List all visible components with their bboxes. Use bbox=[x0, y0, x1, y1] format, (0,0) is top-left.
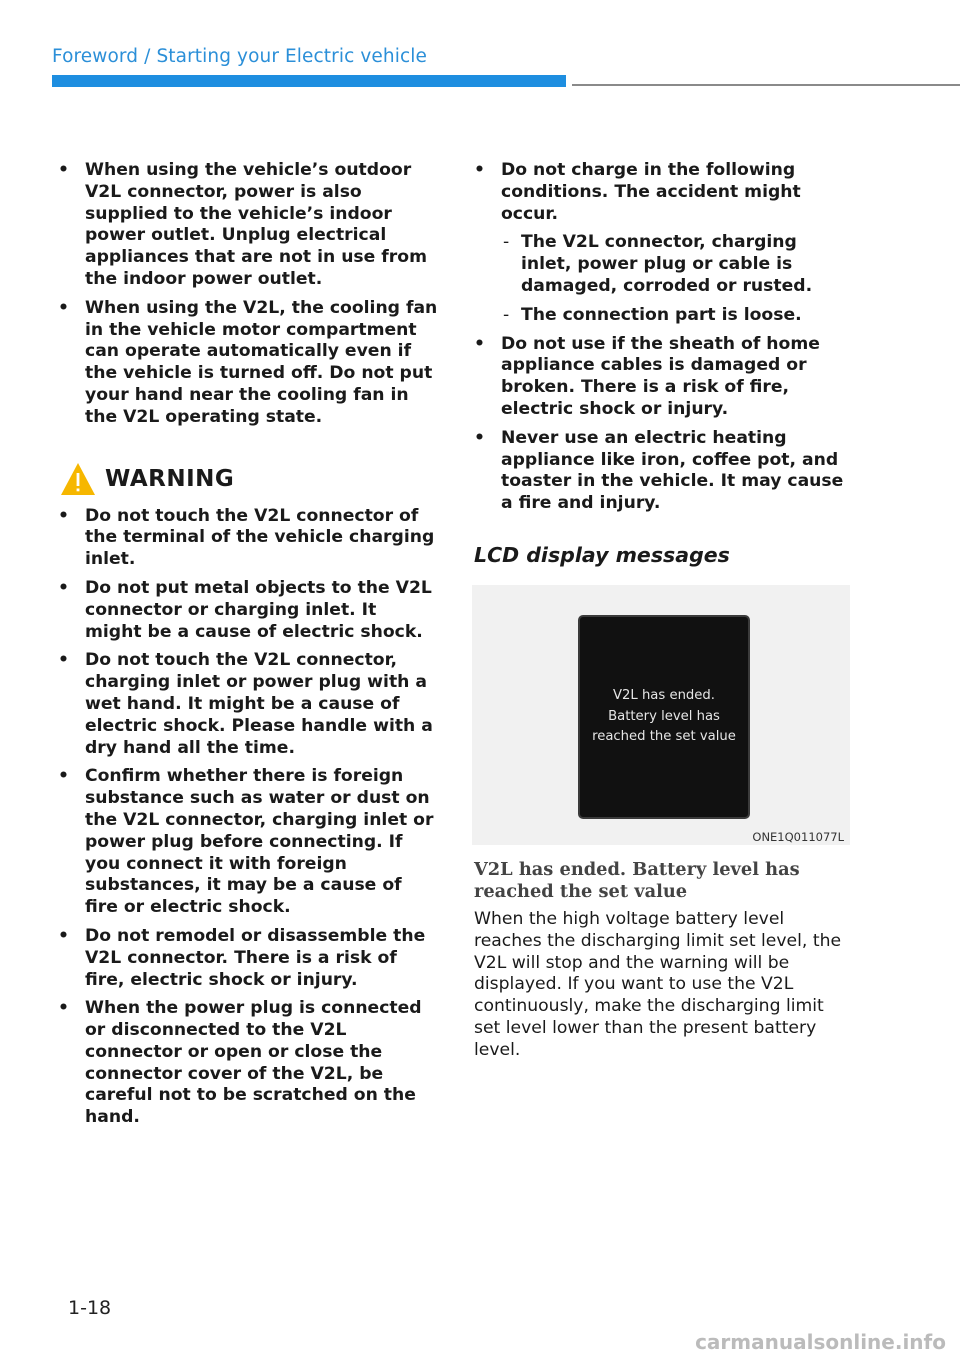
warning-list bbox=[56, 506, 438, 1130]
lcd-line: reached the set value bbox=[592, 729, 736, 745]
sub-list-item: - The connection part is loose. bbox=[501, 305, 852, 327]
header-divider bbox=[572, 84, 960, 86]
lcd-line: V2L has ended. bbox=[613, 688, 715, 704]
right-column bbox=[472, 160, 852, 1062]
list-item: • Never use an electric heating appliance like iron, coffee pot, and toaster in the vehicle. It may cause a fire and injury. bbox=[472, 428, 852, 515]
watermark: carmanualsonline.info bbox=[695, 1330, 946, 1354]
caution-list bbox=[56, 160, 438, 429]
sub-list-item: - The V2L connector, charging inlet, power plug or cable is damaged, corroded or rusted. bbox=[501, 232, 852, 297]
charging-warning-list bbox=[472, 160, 852, 515]
list-item: • When using the vehicle’s outdoor V2L connector, power is also supplied to the vehicle’s indoor power outlet. Unplug electrical appliances that are not in use from the indoor power outlet. bbox=[56, 160, 438, 291]
list-item: • Do not use if the sheath of home appliance cables is damaged or broken. There is a risk of fire, electric shock or injury. bbox=[472, 334, 852, 421]
figure-code: ONE1Q011077L bbox=[752, 829, 844, 844]
sub-list bbox=[501, 232, 852, 326]
lcd-line: Battery level has bbox=[608, 708, 720, 724]
header-title: Foreword / Starting your Electric vehicle bbox=[52, 46, 427, 67]
list-item: • When the power plug is connected or disconnected to the V2L connector or open or close the connector cover of the V2L, be careful not to be scratched on the hand. bbox=[56, 998, 438, 1129]
header-accent-bar bbox=[52, 75, 566, 87]
lcd-figure bbox=[472, 585, 850, 845]
list-item: • Do not remodel or disassemble the V2L connector. There is a risk of fire, electric shock or injury. bbox=[56, 926, 438, 991]
list-item: • Do not touch the V2L connector, charging inlet or power plug with a wet hand. It might be a cause of electric shock. Please handle with a dry hand all the time. bbox=[56, 650, 438, 759]
list-item bbox=[472, 160, 852, 327]
left-column bbox=[56, 160, 438, 1136]
section-title: LCD display messages bbox=[474, 542, 730, 567]
list-item-text: Do not charge in the following conditions. The accident might occur. bbox=[501, 160, 801, 224]
warning-label: WARNING bbox=[105, 465, 235, 492]
list-item: • Confirm whether there is foreign substance such as water or dust on the V2L connector, charging inlet or power plug before connecting. If you connect it with foreign substances, it may be a cause of fire or electric shock. bbox=[56, 766, 438, 919]
list-item: • When using the V2L, the cooling fan in the vehicle motor compartment can operate automatically even if the vehicle is turned off. Do not put your hand near the cooling fan in the V2L operating state. bbox=[56, 298, 438, 429]
page-number: 1-18 bbox=[68, 1297, 112, 1319]
warning-triangle-icon bbox=[59, 461, 97, 497]
list-item: • Do not touch the V2L connector of the terminal of the vehicle charging inlet. bbox=[56, 506, 438, 571]
message-title: V2L has ended. Battery level has reached the set value bbox=[474, 858, 800, 902]
message-body: When the high voltage battery level reaches the discharging limit set level, the V2L will stop and the warning will be displayed. If you want to use the V2L continuously, make the discharging limit set level lower than the present battery level. bbox=[474, 908, 842, 1060]
warning-header bbox=[59, 461, 438, 497]
list-item: • Do not put metal objects to the V2L connector or charging inlet. It might be a cause of electric shock. bbox=[56, 578, 438, 643]
lcd-screen bbox=[578, 615, 750, 819]
